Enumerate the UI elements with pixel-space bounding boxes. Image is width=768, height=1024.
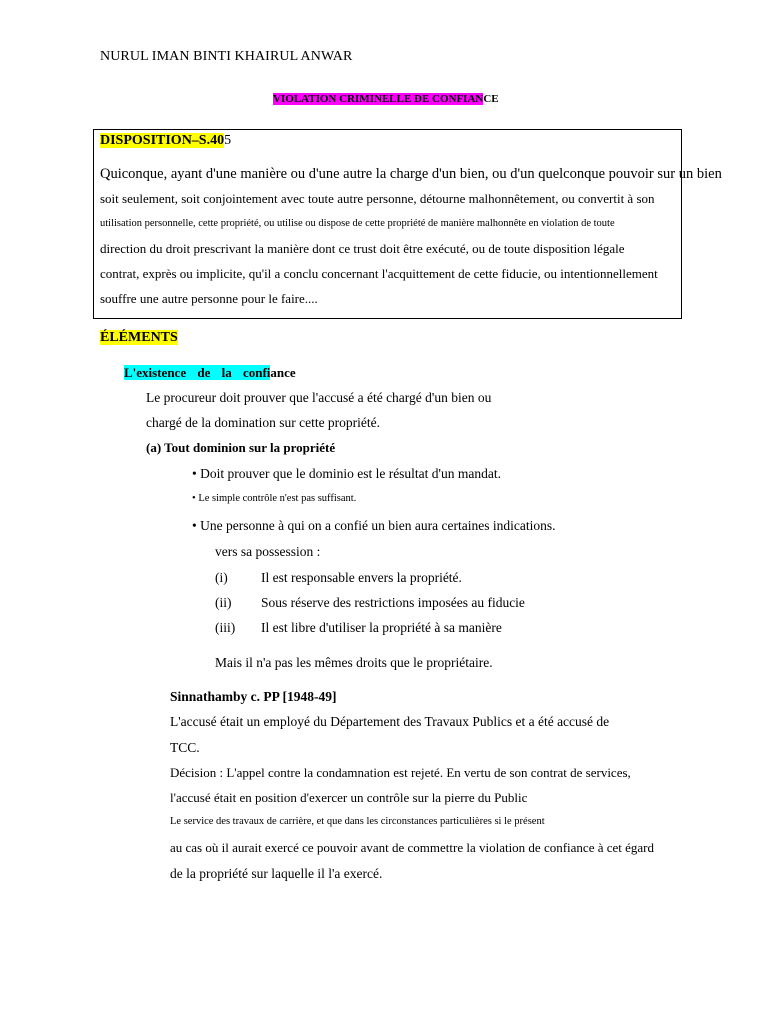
author-name: NURUL IMAN BINTI KHAIRUL ANWAR (100, 49, 353, 64)
case-title: Sinnathamby c. PP [1948-49] (170, 689, 337, 704)
case-line: TCC. (170, 740, 200, 755)
list-number: (iii) (215, 620, 236, 635)
but-line: Mais il n'a pas les mêmes droits que le propriétaire. (215, 655, 493, 670)
disposition-line: contrat, exprès ou implicite, qu'il a conclu concernant l'acquittement de cette fiducie, ou intentionnellement (100, 266, 658, 281)
existence-subheading-tail: ance (270, 365, 296, 380)
list-item: Sous réserve des restrictions imposées au fiducie (261, 595, 525, 610)
case-line: de la propriété sur laquelle il l'a exercé. (170, 866, 383, 881)
bullet-item: • Une personne à qui on a confié un bien aura certaines indications. (192, 518, 555, 534)
sub-heading-a: (a) Tout dominion sur la propriété (146, 440, 336, 455)
disposition-line: soit seulement, soit conjointement avec toute autre personne, détourne malhonnêtement, ou convertit à son (100, 191, 655, 206)
list-number: (ii) (215, 595, 232, 610)
disposition-line: utilisation personnelle, cette propriété, ou utilise ou dispose de cette propriété de manière malhonnête en violation de toute (100, 218, 615, 229)
intro-line: Le procureur doit prouver que l'accusé a été chargé d'un bien ou (146, 390, 492, 405)
disposition-line: direction du droit prescrivant la manière dont ce trust doit être exécuté, ou de toute disposition légale (100, 241, 625, 256)
disposition-line: souffre une autre personne pour le faire.... (100, 291, 318, 306)
list-item: Il est responsable envers la propriété. (261, 570, 462, 585)
possession-line: vers sa possession : (215, 544, 321, 559)
existence-subheading-highlighted: L'existence de la confi (124, 365, 271, 380)
disposition-heading-highlighted: DISPOSITION–S.40 (100, 133, 225, 148)
case-line: au cas où il aurait exercé ce pouvoir avant de commettre la violation de confiance à cet égard (170, 840, 655, 855)
document-title-tail: CE (483, 93, 499, 105)
existence-subheading (124, 365, 296, 381)
disposition-heading-tail: 5 (224, 133, 232, 148)
bullet-item: • Doit prouver que le dominio est le résultat d'un mandat. (192, 466, 501, 482)
case-line: Décision : L'appel contre la condamnation est rejeté. En vertu de son contrat de services, (170, 765, 631, 780)
document-title (273, 93, 499, 105)
document-title-highlighted: VIOLATION CRIMINELLE DE CONFIAN (273, 93, 484, 105)
intro-line: chargé de la domination sur cette propriété. (146, 415, 381, 430)
case-line: l'accusé était en position d'exercer un contrôle sur la pierre du Public (170, 790, 528, 805)
case-line: L'accusé était un employé du Département des Travaux Publics et a été accusé de (170, 714, 610, 729)
case-line: Le service des travaux de carrière, et que dans les circonstances particulières si le présent (170, 816, 545, 827)
bullet-item: • Le simple contrôle n'est pas suffisant. (192, 493, 356, 504)
list-number: (i) (215, 570, 228, 585)
list-item: Il est libre d'utiliser la propriété à sa manière (261, 620, 502, 635)
disposition-line: Quiconque, ayant d'une manière ou d'une autre la charge d'un bien, ou d'un quelconque pouvoir sur un bien (100, 166, 722, 182)
elements-heading: ÉLÉMENTS (100, 330, 178, 345)
disposition-heading (100, 133, 231, 149)
